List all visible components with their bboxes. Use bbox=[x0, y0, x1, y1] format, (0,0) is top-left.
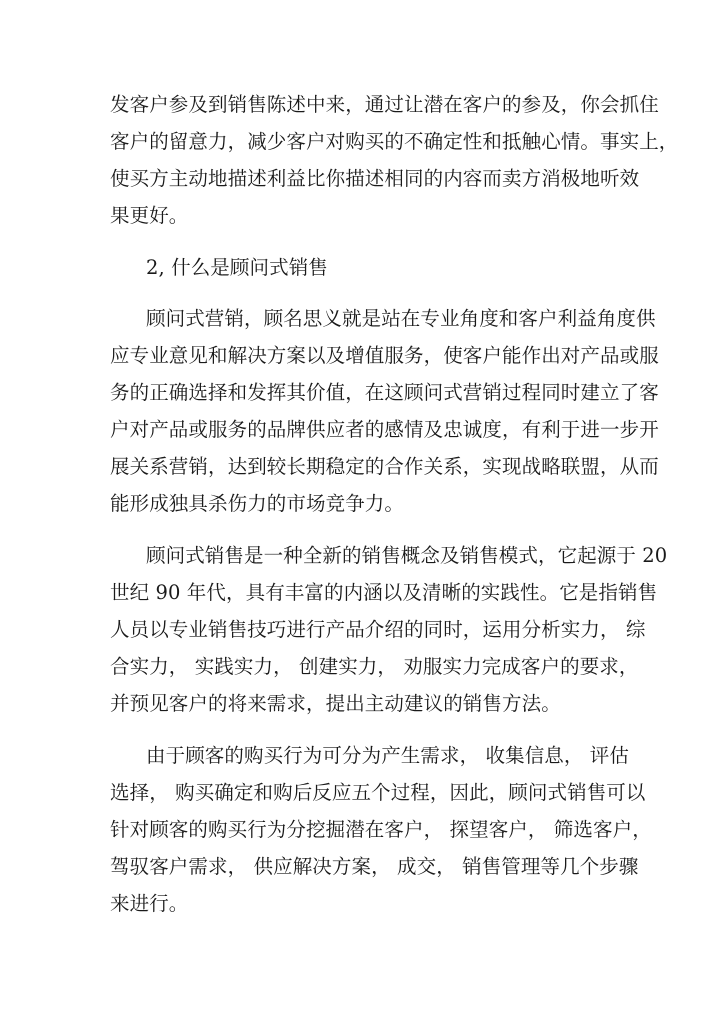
text-line: 展关系营销，达到较长期稳定的合作关系，实现战略联盟，从而 bbox=[110, 455, 659, 478]
text-line: 务的正确选择和发挥其价值，在这顾问式营销过程同时建立了客 bbox=[110, 381, 659, 404]
text-line: 合实力， 实践实力， 创建实力， 劝服实力完成客户的要求， bbox=[110, 655, 639, 678]
text-line: 由于顾客的购买行为可分为产生需求， 收集信息， 评估 bbox=[146, 744, 629, 767]
text-line: 顾问式销售是一种全新的销售概念及销售模式，它起源于 20 bbox=[146, 544, 668, 567]
text-line: 发客户参及到销售陈述中来，通过让潜在客户的参及，你会抓住 bbox=[110, 93, 659, 116]
section-heading: 2, 什么是顾问式销售 bbox=[146, 256, 328, 279]
text-line: 能形成独具杀伤力的市场竞争力。 bbox=[110, 492, 405, 515]
text-line: 使买方主动地描述利益比你描述相同的内容而卖方消极地听效 bbox=[110, 167, 640, 190]
text-line: 客户的留意力，减少客户对购买的不确定性和抵触心情。事实上， bbox=[110, 130, 679, 153]
text-line: 并预见客户的将来需求，提出主动建议的销售方法。 bbox=[110, 692, 561, 715]
text-line: 顾问式营销，顾名思义就是站在专业角度和客户利益角度供 bbox=[146, 307, 656, 330]
text-line: 选择， 购买确定和购后反应五个过程，因此，顾问式销售可以 bbox=[110, 781, 646, 804]
text-line: 户对产品或服务的品牌供应者的感情及忠诚度，有利于进一步开 bbox=[110, 418, 659, 441]
text-line: 世纪 90 年代，具有丰富的内涵以及清晰的实践性。它是指销售 bbox=[110, 581, 658, 604]
text-line: 果更好。 bbox=[110, 204, 189, 227]
text-line: 人员以专业销售技巧进行产品介绍的同时，运用分析实力， 综 bbox=[110, 618, 646, 641]
text-line: 驾驭客户需求， 供应解决方案， 成交， 销售管理等几个步骤 bbox=[110, 855, 639, 878]
text-line: 应专业意见和解决方案以及增值服务，使客户能作出对产品或服 bbox=[110, 344, 659, 367]
text-line: 来进行。 bbox=[110, 892, 189, 915]
text-line: 针对顾客的购买行为分挖掘潜在客户， 探望客户， 筛选客户， bbox=[110, 818, 652, 841]
